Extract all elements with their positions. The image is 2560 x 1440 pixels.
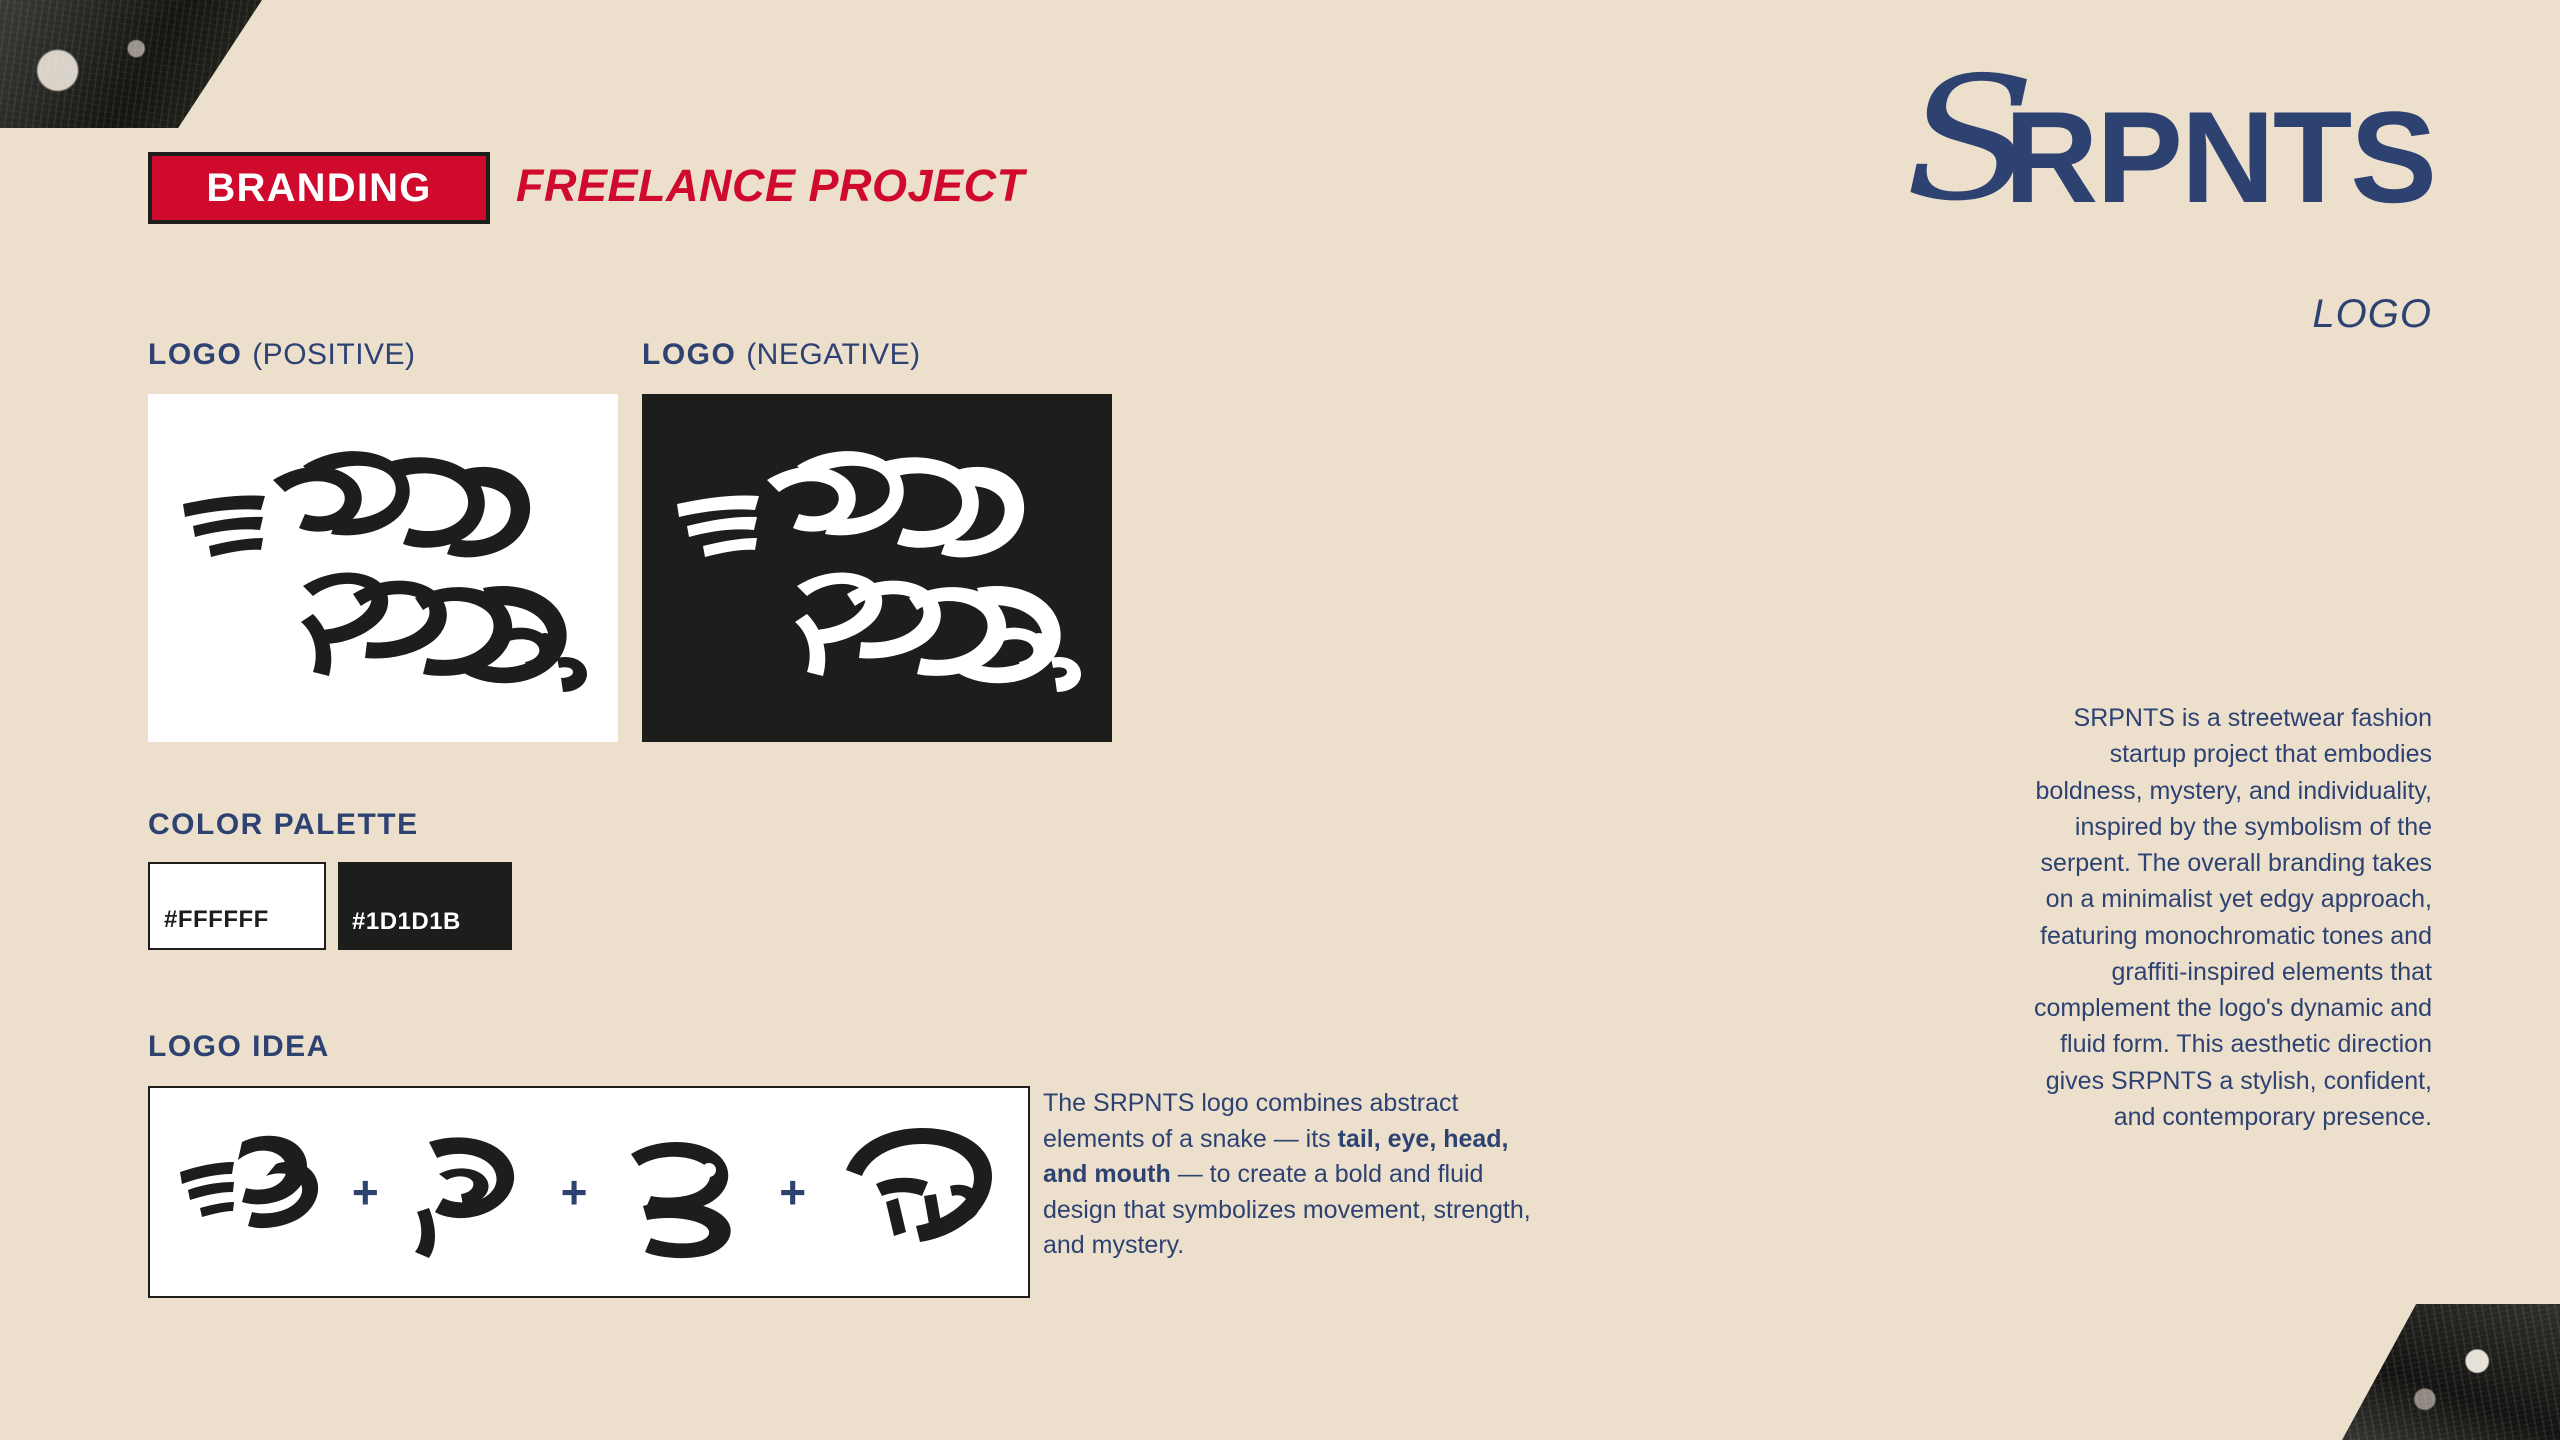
bottom-right-photo-decoration [2342,1304,2560,1440]
color-swatch-dark [338,862,512,950]
branding-badge-label: BRANDING [206,165,432,210]
brand-description: SRPNTS is a streetwear fashion startup project that embodies boldness, mystery, and individuality, inspired by the symbolism of the serpent. The overall branding takes on a minimalist yet edgy approach, featuring monochromatic tones and graffiti-inspired elements that complement the logo's dynamic and fluid form. This aesthetic direction gives SRPNTS a stylish, confident, and contemporary presence. [2033,704,2432,1131]
logo-positive-heading-variant: (POSITIVE) [252,338,416,371]
logo-positive-heading [148,338,416,372]
logo-negative-heading [642,338,921,372]
snake-head-icon [613,1120,753,1265]
top-left-photo-decoration [0,0,262,128]
snake-tail-icon [176,1120,326,1265]
color-swatch-white-hex: #FFFFFF [164,906,269,933]
logo-idea-text-part1: The SRPNTS logo combines abstract elements of a snake — its [1043,1089,1459,1153]
plus-operator-1: + [351,1166,379,1218]
logo-positive-heading-label: LOGO [148,338,243,371]
logo-idea-text-bold: tail, eye, head, and mouth [1043,1124,1509,1188]
logo-negative-heading-variant: (NEGATIVE) [746,338,921,371]
snake-mouth-icon [832,1120,1002,1265]
wordmark-subtitle: LOGO [2312,292,2432,336]
wordmark-block-letters: RPNTS [2004,84,2435,230]
branding-badge [148,152,490,224]
snake-eye-icon [405,1120,535,1265]
plus-operator-3: + [779,1166,807,1218]
graffiti-logo-positive-icon [148,394,618,742]
color-palette-heading: COLOR PALETTE [148,808,419,841]
logo-positive-preview [148,394,618,742]
logo-negative-heading-label: LOGO [642,338,737,371]
logo-idea-heading: LOGO IDEA [148,1030,330,1063]
color-swatch-white [148,862,326,950]
srpnts-wordmark [1904,41,2435,239]
page-title: FREELANCE PROJECT [516,160,1025,211]
logo-idea-breakdown [148,1086,1030,1298]
graffiti-logo-negative-icon [642,394,1112,742]
wordmark-script-letter: S [1904,41,2036,239]
color-swatch-dark-hex: #1D1D1B [352,908,461,935]
plus-operator-2: + [560,1166,588,1218]
logo-idea-description [1043,1086,1543,1264]
logo-negative-preview [642,394,1112,742]
logo-idea-text-part2: — to create a bold and fluid design that symbolizes movement, strength, and mystery. [1043,1160,1531,1259]
